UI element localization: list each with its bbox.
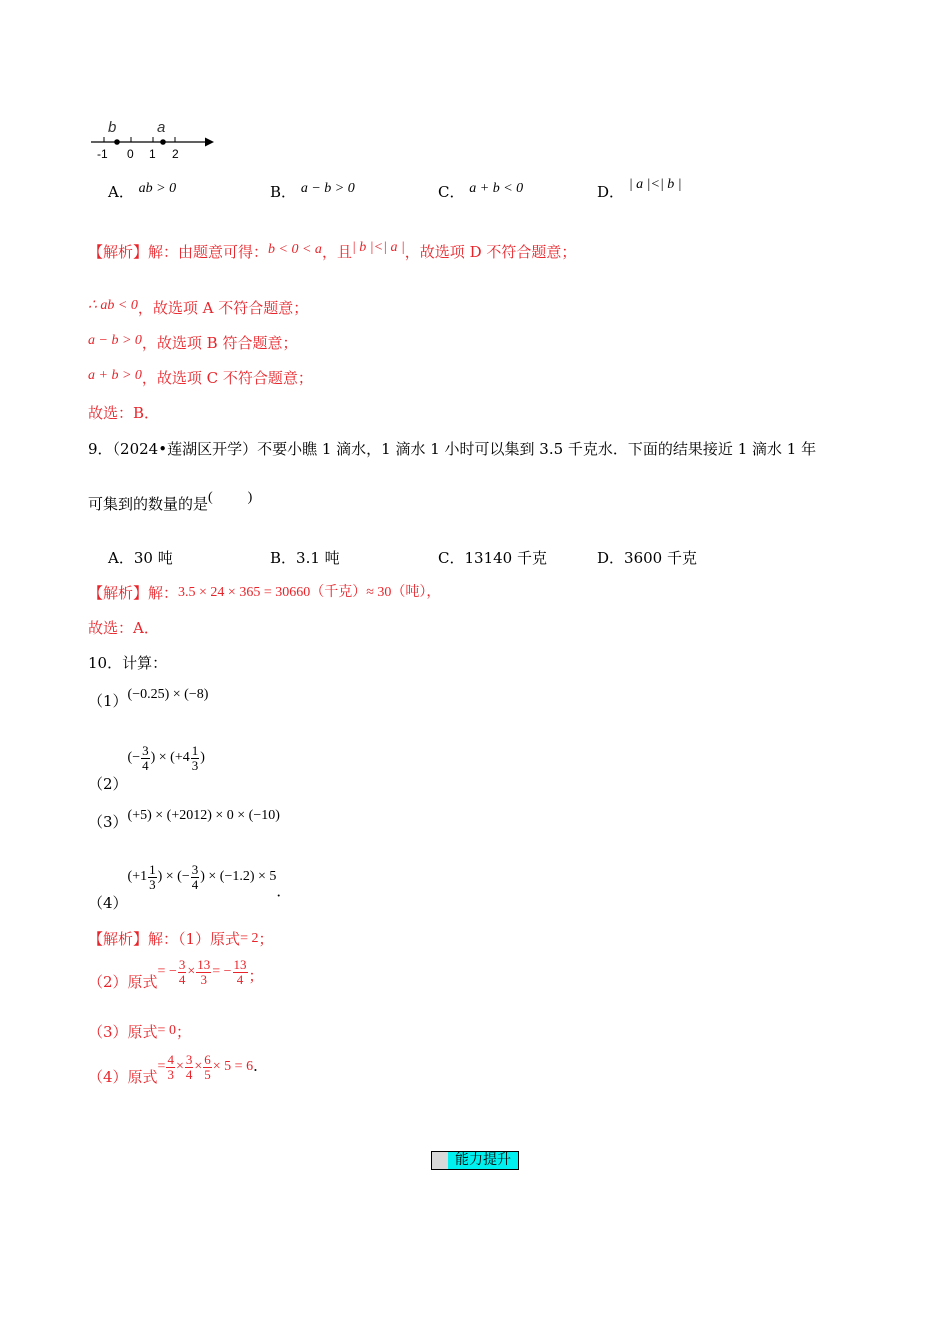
fraction (178, 958, 187, 986)
option-expr: | a |<| b | (628, 177, 682, 192)
numerator: 13 (233, 957, 247, 972)
q8-analysis-line2 (88, 297, 308, 318)
expr-part: ) × (+4 (150, 750, 190, 766)
q8-option-c (438, 181, 523, 202)
end-mark: ． (276, 882, 292, 901)
expr-part: × 5 (212, 1059, 232, 1075)
analysis-text: ． (253, 1056, 269, 1075)
item-expr: (+5) × (+2012) × 0 × (−10) (127, 808, 280, 823)
item-expr (127, 862, 277, 892)
analysis-math: = 0 (157, 1023, 176, 1038)
analysis-text: ，故选项 B 符合题意； (141, 334, 298, 352)
option-label: D． (597, 183, 625, 201)
analysis-math: 3.5 × 24 × 365 = 30660（千克）≈ 30（吨）， (178, 585, 441, 600)
q8-option-a (108, 181, 176, 202)
numerator: 3 (191, 862, 199, 877)
analysis-text: 解：由题意可得： (148, 243, 269, 261)
numerator: 13 (197, 957, 211, 972)
option-label: A． (108, 549, 134, 567)
fraction (233, 958, 248, 986)
option-label: B． (270, 549, 297, 567)
q8-analysis-line1 (88, 241, 576, 262)
numerator: 1 (191, 743, 199, 758)
analysis-text: ，故选项 D 不符合题意； (404, 243, 577, 261)
q8-answer: 故选：B． (88, 404, 160, 422)
expr-part: = − (157, 964, 177, 980)
expr-part: × (175, 1059, 184, 1075)
option-text: 3.1 吨 (296, 549, 340, 567)
denominator: 3 (191, 757, 199, 773)
q9-option-c (438, 547, 547, 568)
expr-part: (+1 (127, 869, 148, 885)
q9-option-b (270, 547, 340, 568)
number-line (88, 114, 218, 162)
q10-item-1 (88, 687, 209, 711)
option-label: C． (438, 549, 465, 567)
analysis-text: ，故选项 A 不符合题意； (137, 299, 309, 317)
fraction (166, 1053, 175, 1081)
expr-part: (− (127, 750, 141, 766)
expr-part: × (187, 964, 196, 980)
fraction (191, 744, 200, 772)
q8-analysis-line3 (88, 332, 297, 353)
tick-label: -1 (97, 147, 108, 161)
fraction (196, 958, 211, 986)
analysis-math: a − b > 0 (88, 333, 142, 348)
numerator: 3 (142, 743, 149, 758)
expr-part: = − (212, 964, 232, 980)
q10-item-3 (88, 808, 280, 832)
expr-part: = (157, 1059, 166, 1075)
analysis-math (157, 1052, 254, 1082)
item-label: （4） (88, 894, 128, 913)
option-text: 13140 千克 (464, 549, 547, 567)
analysis-math: b < 0 < a (268, 242, 322, 257)
numerator: 3 (178, 957, 186, 972)
option-label: B． (270, 183, 297, 201)
analysis-tag: 【解析】 (88, 584, 149, 602)
item-label: （3） (88, 813, 128, 831)
analysis-math: a + b > 0 (88, 368, 142, 383)
answer-blank: ( ) (208, 490, 253, 505)
q9-answer: 故选：A． (88, 619, 159, 637)
section-title: 能力提升 (448, 1152, 518, 1169)
analysis-text: 解： (148, 584, 179, 602)
tick-label: 2 (172, 147, 179, 161)
point-b (114, 139, 120, 145)
q8-option-b (270, 181, 355, 202)
expr-part: ) (200, 750, 205, 766)
numerator: 4 (167, 1052, 174, 1067)
analysis-text: ； (248, 967, 264, 986)
q9-option-a (108, 547, 173, 568)
item-label: （2） (88, 775, 128, 794)
q9-stem-line2 (88, 490, 253, 514)
analysis-text: （3）原式 (88, 1023, 158, 1041)
denominator: 4 (178, 971, 186, 987)
item-label: （1） (88, 692, 128, 710)
analysis-text: ，故选项 C 不符合题意； (141, 369, 313, 387)
denominator: 3 (200, 971, 207, 987)
fraction (191, 863, 200, 891)
denominator: 3 (167, 1066, 174, 1082)
fraction (148, 863, 157, 891)
q9-stem-line1: 9．（2024•莲湖区开学）不要小瞧 1 滴水，1 滴水 1 小时可以集到 3.5 千克水．下面的结果接近 1 滴水 1 年 (88, 440, 817, 458)
analysis-math: ∴ ab < 0 (88, 298, 138, 313)
denominator: 4 (191, 876, 199, 892)
q8-analysis-line4 (88, 367, 313, 388)
analysis-tag: 【解析】 (88, 930, 149, 948)
analysis-text: ，且 (321, 243, 352, 261)
label-a: a (157, 119, 166, 136)
item-expr: (−0.25) × (−8) (127, 687, 209, 702)
denominator: 4 (142, 757, 149, 773)
option-label: D． (597, 549, 625, 567)
option-text: 30 吨 (133, 549, 173, 567)
analysis-tag: 【解析】 (88, 243, 149, 261)
analysis-math: | b |<| a | (351, 240, 405, 255)
section-header (431, 1151, 519, 1170)
option-text: 3600 千克 (624, 549, 697, 567)
q9-option-d (597, 547, 697, 568)
option-expr: ab > 0 (138, 181, 177, 196)
denominator: 4 (185, 1066, 193, 1082)
expr-part: ) × (− (157, 869, 190, 885)
option-expr: a − b > 0 (300, 181, 355, 196)
q10-analysis-2 (88, 957, 264, 992)
numerator: 1 (149, 862, 156, 877)
analysis-text: （2）原式 (88, 973, 158, 992)
denominator: 3 (149, 876, 156, 892)
fraction (185, 1053, 194, 1081)
q10-title: 10．计算： (88, 654, 168, 672)
numerator: 6 (204, 1052, 211, 1067)
analysis-math: = 2 (240, 931, 259, 946)
option-expr: a + b < 0 (469, 181, 524, 196)
expr-part: × (194, 1059, 203, 1075)
fraction (203, 1053, 212, 1081)
analysis-text: ； (258, 930, 274, 948)
expr-part: = 6 (234, 1059, 254, 1075)
q10-item-4 (88, 862, 292, 913)
analysis-text: （4）原式 (88, 1068, 158, 1087)
analysis-math (157, 957, 249, 987)
label-b: b (108, 119, 117, 136)
q10-analysis-4 (88, 1052, 269, 1087)
denominator: 4 (236, 971, 244, 987)
point-a (160, 139, 166, 145)
q10-analysis-1 (88, 928, 273, 949)
q10-analysis-3 (88, 1021, 191, 1042)
analysis-text: ； (175, 1023, 191, 1041)
item-expr (127, 743, 205, 773)
q8-option-d (597, 177, 682, 202)
option-label: C． (438, 183, 465, 201)
tick-label: 0 (127, 147, 134, 161)
fraction (141, 744, 150, 772)
expr-part: ) × (−1.2) × 5 (200, 869, 277, 885)
tick-label: 1 (149, 147, 156, 161)
denominator: 5 (204, 1066, 211, 1082)
q10-item-2 (88, 743, 205, 794)
option-label: A． (108, 183, 134, 201)
stem-text: 可集到的数量的是 (88, 495, 209, 513)
analysis-text: 解：（1）原式 (148, 930, 241, 948)
q9-analysis (88, 582, 440, 603)
numerator: 3 (185, 1052, 193, 1067)
